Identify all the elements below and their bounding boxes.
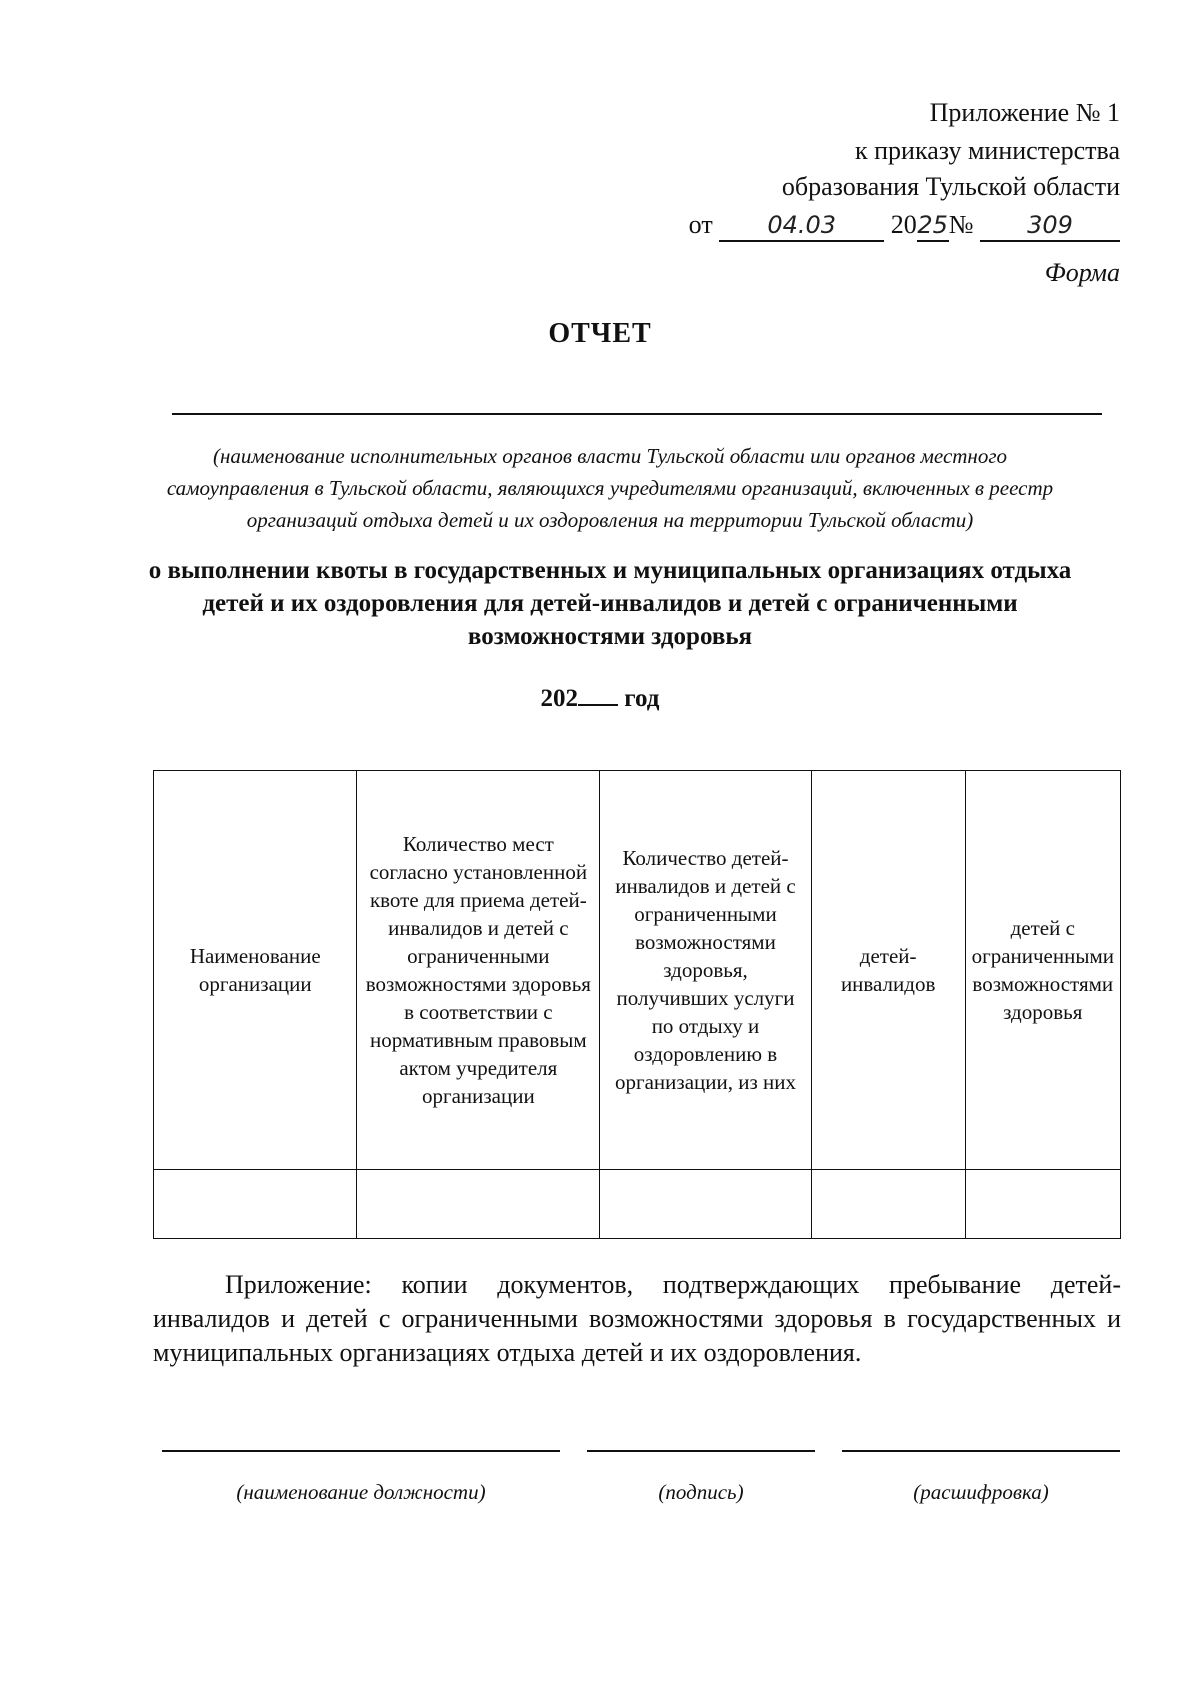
number-field xyxy=(980,210,1120,242)
header-date-line xyxy=(689,208,1120,242)
header-children-served: Количество детей-инвалидов и детей с ограниченными возможностями здоровья, получивших услуги по отдыху и оздоровлению в организации, из них xyxy=(600,771,812,1170)
document-title: ОТЧЕТ xyxy=(548,318,652,349)
position-caption: (наименование должности) xyxy=(236,1480,486,1504)
annex-note: Приложение: копии документов, подтверждающих пребывание детей-инвалидов и детей с ограниченными возможностями здоровья в государственных и муниципальных организациях отдыха детей и их оздоровления. xyxy=(153,1270,1121,1367)
year-blank xyxy=(578,682,618,706)
year-field xyxy=(917,210,949,242)
decoding-caption: (расшифровка) xyxy=(913,1480,1049,1504)
year-prefix-text: 202 xyxy=(540,685,579,712)
date-field xyxy=(719,210,884,242)
table-cell xyxy=(154,1170,357,1239)
org-name-caption: (наименование исполнительных органов власти Тульской области или органов местного самоуправления в Тульской области, являющихся учредителями организаций, включенных в реестр организаций отдыха детей и их оздоровления на территории Тульской области) xyxy=(166,444,1054,532)
header-appendix-number: Приложение № 1 xyxy=(929,98,1120,127)
table-row xyxy=(154,1170,1121,1239)
report-subject: о выполнении квоты в государственных и муниципальных организациях отдыха детей и их оздоровления для детей-инвалидов и детей с ограниченными возможностями здоровья xyxy=(148,557,1072,650)
report-year xyxy=(0,682,1200,713)
header-ministry: образования Тульской области xyxy=(781,172,1120,201)
table-cell xyxy=(600,1170,812,1239)
date-handwritten: 04.03 xyxy=(767,211,837,239)
position-line xyxy=(162,1450,560,1452)
year-prefix: 20 xyxy=(890,210,917,239)
header-order-ref: к приказу министерства xyxy=(855,136,1120,165)
table-header-row xyxy=(154,771,1121,1170)
table-cell xyxy=(965,1170,1120,1239)
signature-caption: (подпись) xyxy=(658,1480,744,1504)
form-label: Форма xyxy=(1044,258,1120,287)
table-cell xyxy=(357,1170,600,1239)
header-limited-health-children: детей с ограниченными возможностями здоровья xyxy=(965,771,1120,1170)
header-org-name: Наименование организации xyxy=(154,771,357,1170)
date-prefix: от xyxy=(688,210,713,239)
decoding-line xyxy=(842,1450,1120,1452)
header-quota-places: Количество мест согласно установленной квоте для приема детей-инвалидов и детей с ограниченными возможностями здоровья в соответствии с нормативным правовым актом учредителя организации xyxy=(357,771,600,1170)
quota-table xyxy=(153,770,1121,1239)
number-sign: № xyxy=(948,210,974,239)
header-disabled-children: детей-инвалидов xyxy=(811,771,965,1170)
org-name-line xyxy=(172,413,1102,415)
table-cell xyxy=(811,1170,965,1239)
signature-line xyxy=(587,1450,815,1452)
year-handwritten: 25 xyxy=(917,211,948,239)
number-handwritten: 309 xyxy=(1027,211,1073,239)
year-suffix-text: год xyxy=(624,685,660,712)
